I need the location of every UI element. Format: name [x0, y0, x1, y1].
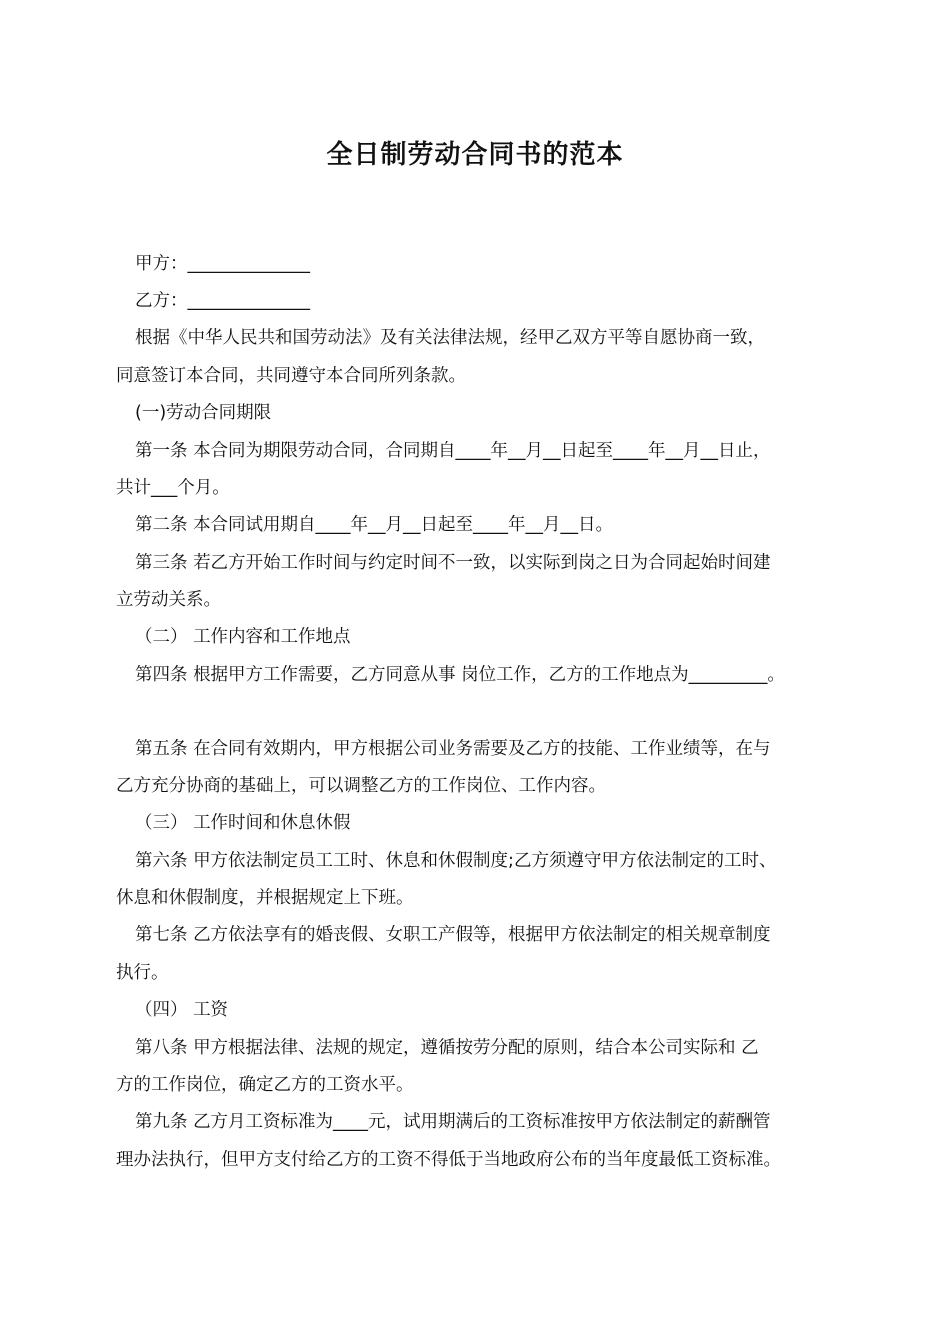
- article-8-line-1: 第八条 甲方根据法律、法规的规定，遵循按劳分配的原则，结合本公司实际和 乙: [135, 1038, 759, 1058]
- article-8-line-2: 方的工作岗位，确定乙方的工资水平。: [116, 1075, 414, 1095]
- section-1-heading: (一)劳动合同期限: [135, 403, 272, 423]
- article-3-line-2: 立劳动关系。: [116, 590, 221, 610]
- article-9-line-1: 第九条 乙方月工资标准为____元，试用期满后的工资标准按甲方依法制定的薪酬管: [135, 1112, 771, 1132]
- article-5-line-2: 乙方充分协商的基础上，可以调整乙方的工作岗位、工作内容。: [116, 776, 606, 796]
- article-2-line: 第二条 本合同试用期自____年__月__日起至____年__月__日。: [135, 515, 614, 535]
- party-b-line: 乙方：______________: [135, 291, 310, 311]
- article-3-line-1: 第三条 若乙方开始工作时间与约定时间不一致，以实际到岗之日为合同起始时间建: [135, 553, 771, 573]
- section-4-heading: （四） 工资: [135, 1000, 229, 1020]
- section-3-heading: （三） 工作时间和休息休假: [135, 813, 351, 833]
- section-2-heading: （二） 工作内容和工作地点: [135, 627, 351, 647]
- article-1-line-1: 第一条 本合同为期限劳动合同，合同期自____年__月__日起至____年__月__日止，: [135, 441, 771, 461]
- article-6-line-1: 第六条 甲方依法制定员工工时、休息和休假制度;乙方须遵守甲方依法制定的工时、: [135, 851, 777, 871]
- article-7-line-2: 执行。: [116, 963, 169, 983]
- article-1-line-2: 共计___个月。: [116, 478, 230, 498]
- article-7-line-1: 第七条 乙方依法享有的婚丧假、女职工产假等，根据甲方依法制定的相关规章制度: [135, 925, 771, 945]
- party-a-line: 甲方：______________: [135, 254, 310, 274]
- article-5-line-1: 第五条 在合同有效期内，甲方根据公司业务需要及乙方的技能、工作业绩等，在与: [135, 739, 771, 759]
- preamble-line-2: 同意签订本合同，共同遵守本合同所列条款。: [116, 366, 466, 386]
- article-9-line-2: 理办法执行，但甲方支付给乙方的工资不得低于当地政府公布的当年度最低工资标准。: [116, 1150, 781, 1170]
- document-title: 全日制劳动合同书的范本: [326, 140, 624, 170]
- preamble-line-1: 根据《中华人民共和国劳动法》及有关法律法规，经甲乙双方平等自愿协商一致，: [135, 328, 765, 348]
- article-4-line: 第四条 根据甲方工作需要，乙方同意从事 岗位工作，乙方的工作地点为_________。: [135, 665, 785, 685]
- article-6-line-2: 休息和休假制度，并根据规定上下班。: [116, 888, 414, 908]
